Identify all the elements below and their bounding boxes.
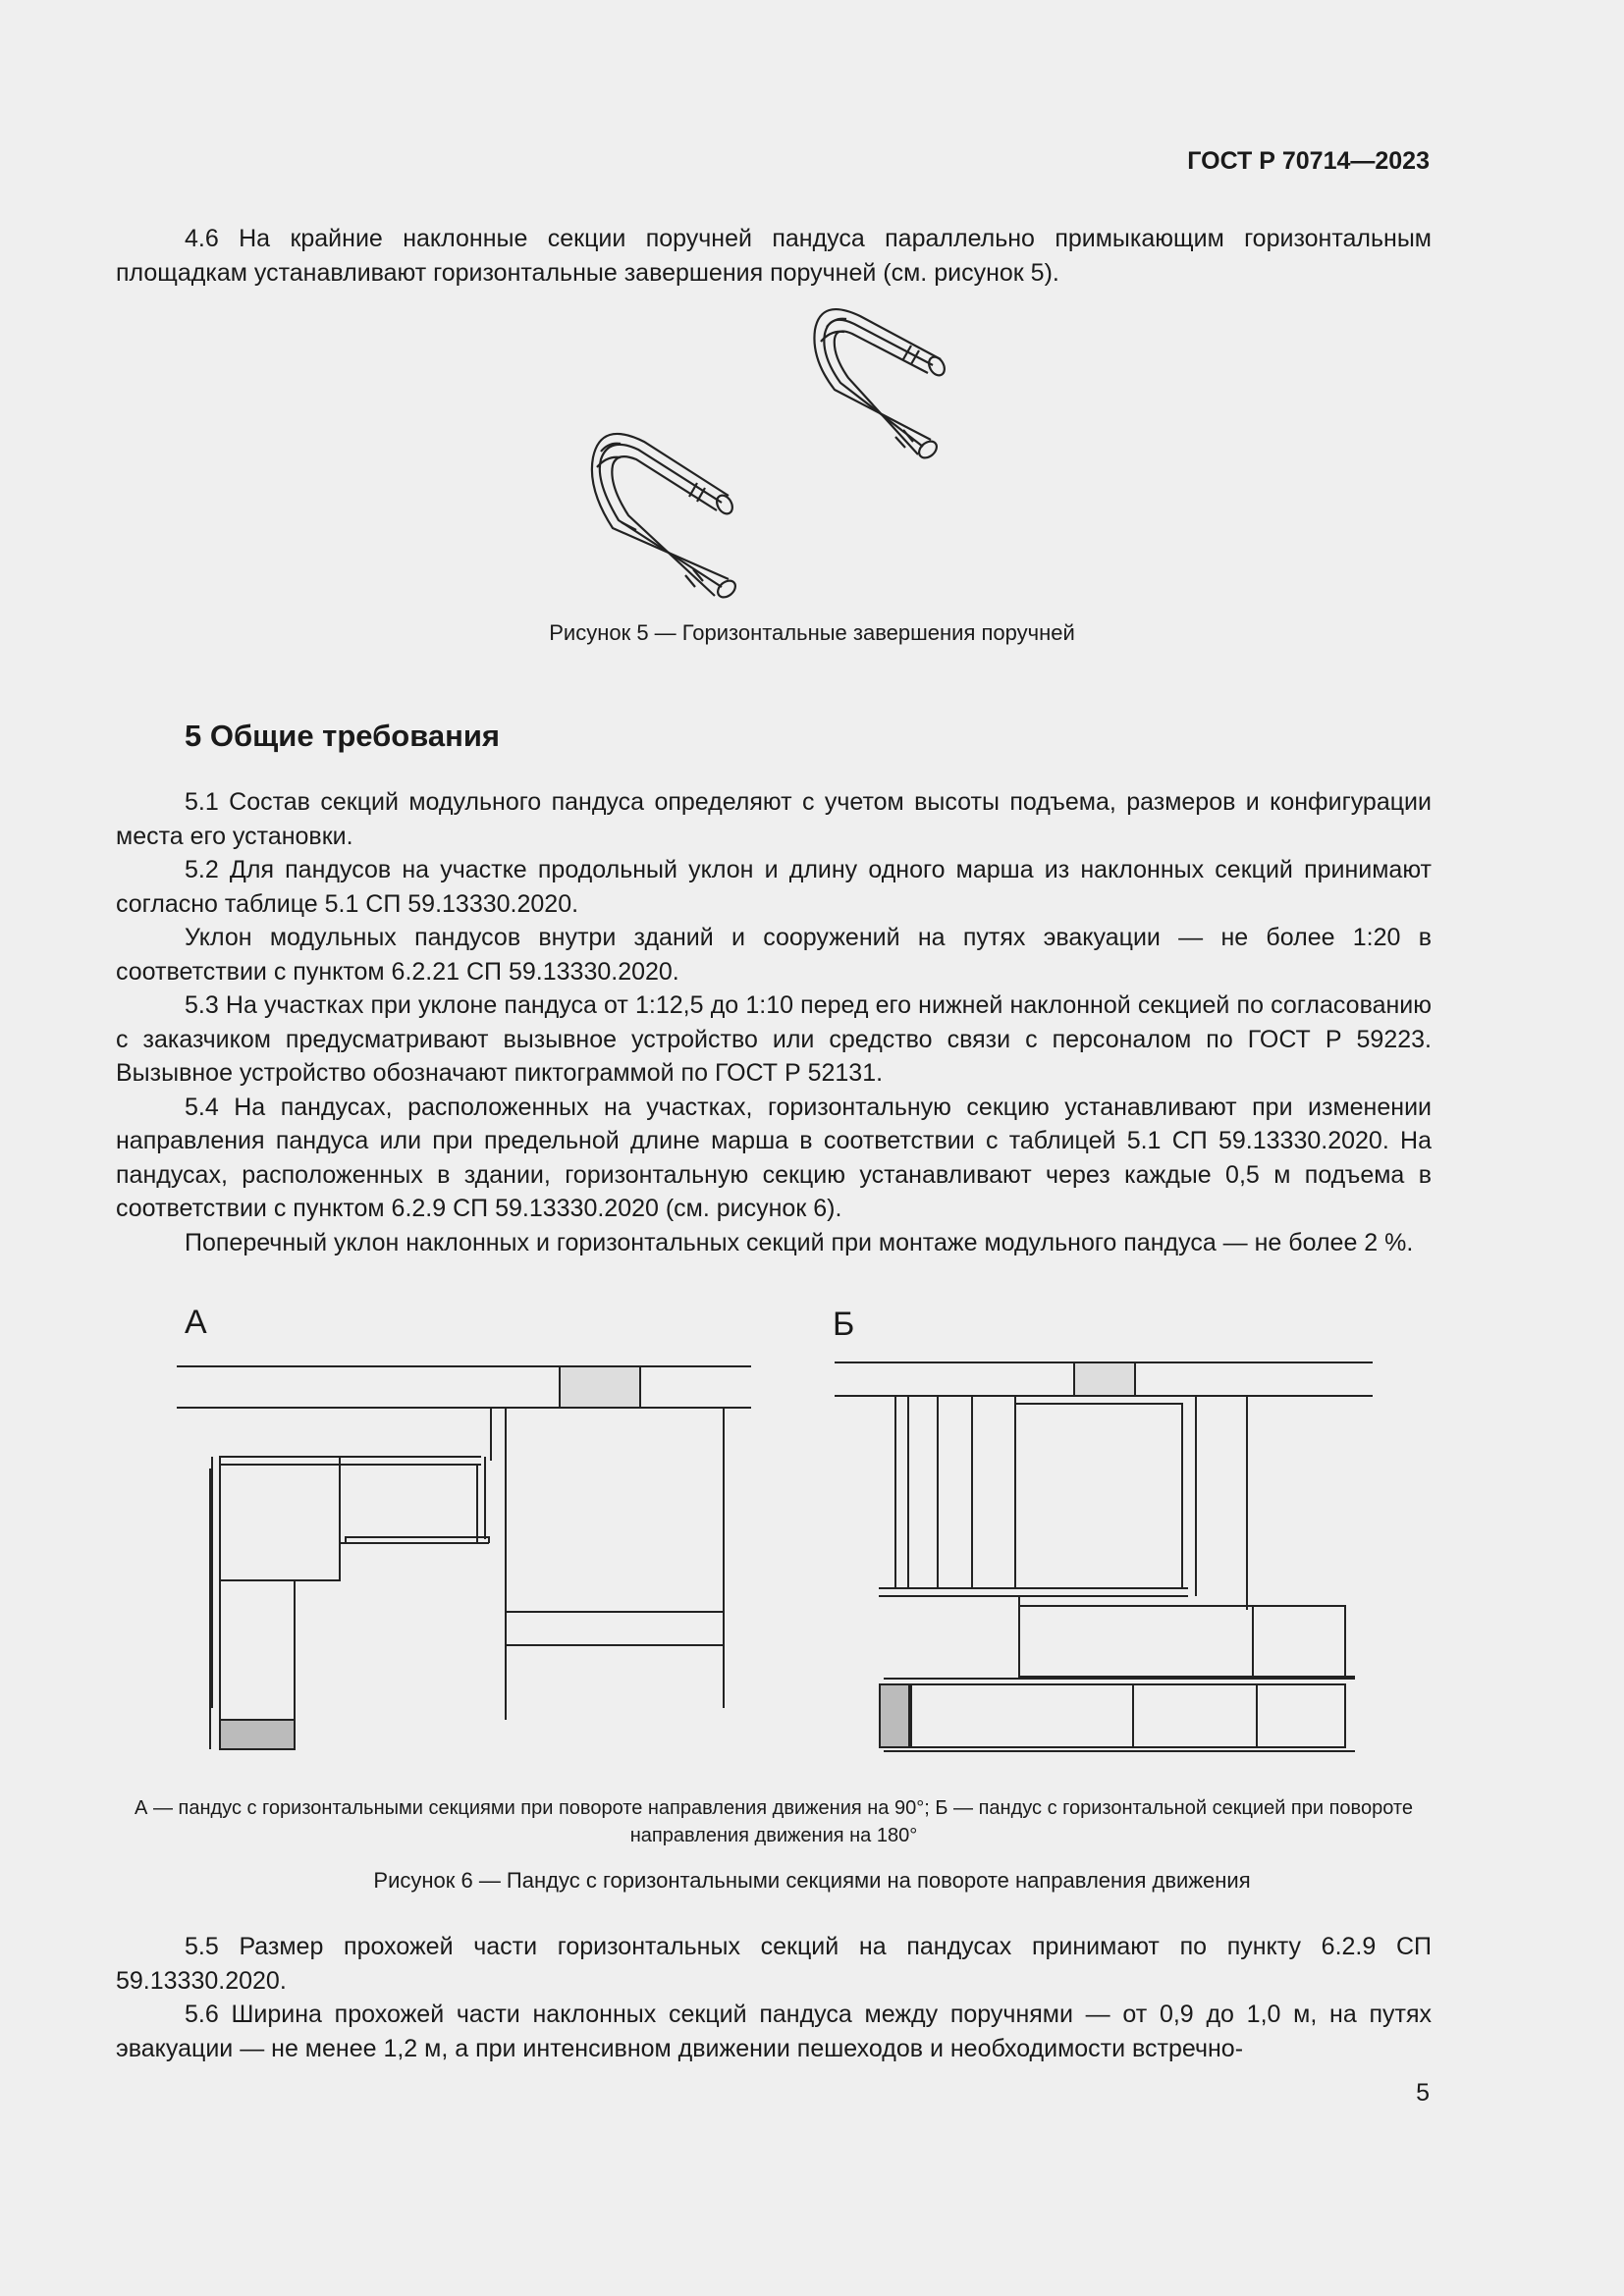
figure-6-caption: Рисунок 6 — Пандус с горизонтальными секциями на повороте направления движения bbox=[373, 1868, 1251, 1893]
figure-5-handrail-drawing bbox=[0, 0, 1624, 687]
paragraph-5-2: 5.2 Для пандусов на участке продольный уклон и длину одного марша из наклонных секций принимают согласно таблице 5.1 СП 59.13330.2020. bbox=[116, 856, 1432, 918]
paragraph-5-1: 5.1 Состав секций модульного пандуса определяют с учетом высоты подъема, размеров и конфигурации места его установки. bbox=[116, 788, 1432, 850]
figure-6-label-b: Б bbox=[833, 1306, 855, 1343]
section-5-body bbox=[116, 785, 1432, 1259]
section-5-heading: 5 Общие требования bbox=[185, 719, 500, 753]
paragraph-5-5: 5.5 Размер прохожей части горизонтальных секций на пандусах принимают по пункту 6.2.9 СП 59.13330.2020. bbox=[116, 1933, 1432, 1995]
paragraph-5-6: 5.6 Ширина прохожей части наклонных секций пандуса между поручнями — от 0,9 до 1,0 м, на путях эвакуации — не менее 1,2 м, а при интенсивном движении пешеходов и необходимости встречно- bbox=[116, 2001, 1432, 2062]
figure-6-legend: А — пандус с горизонтальными секциями при повороте направления движения на 90°; Б — пандус с горизонтальной секцией при повороте направления движения на 180° bbox=[135, 1797, 1413, 1846]
paragraph-5-3: 5.3 На участках при уклоне пандуса от 1:12,5 до 1:10 перед его нижней наклонной секцией по согласованию с заказчиком предусматривают вызывное устройство или средство связи с персоналом по ГОСТ Р 59223. Вызывное устройство обозначают пиктограммой по ГОСТ Р 52131. bbox=[116, 991, 1432, 1087]
page-number: 5 bbox=[1416, 2079, 1430, 2107]
document-number: ГОСТ Р 70714—2023 bbox=[1187, 147, 1430, 175]
figure-6-label-a: А bbox=[185, 1304, 207, 1341]
paragraph-5-4-cross-slope: Поперечный уклон наклонных и горизонтальных секций при монтаже модульного пандуса — не более 2 %. bbox=[185, 1228, 1414, 1256]
paragraph-4-6: 4.6 На крайние наклонные секции поручней пандуса параллельно примыкающим горизонтальным площадкам устанавливают горизонтальные завершения поручней (см. рисунок 5). bbox=[116, 225, 1432, 287]
figure-5-caption: Рисунок 5 — Горизонтальные завершения поручней bbox=[549, 620, 1075, 645]
paragraph-5-4: 5.4 На пандусах, расположенных на участках, горизонтальную секцию устанавливают при изменении направления пандуса или при предельной длине марша в соответствии с таблицей 5.1 СП 59.13330.2020. На пандусах, расположенных в здании, горизонтальную секцию устанавливают через каждые 0,5 м подъема в соответствии с пунктом 6.2.9 СП 59.13330.2020 (см. рисунок 6). bbox=[116, 1093, 1432, 1222]
section-5-body-continued bbox=[116, 1930, 1432, 2065]
paragraph-5-2-slope: Уклон модульных пандусов внутри зданий и сооружений на путях эвакуации — не более 1:20 в соответствии с пунктом 6.2.21 СП 59.13330.2020. bbox=[116, 924, 1432, 986]
